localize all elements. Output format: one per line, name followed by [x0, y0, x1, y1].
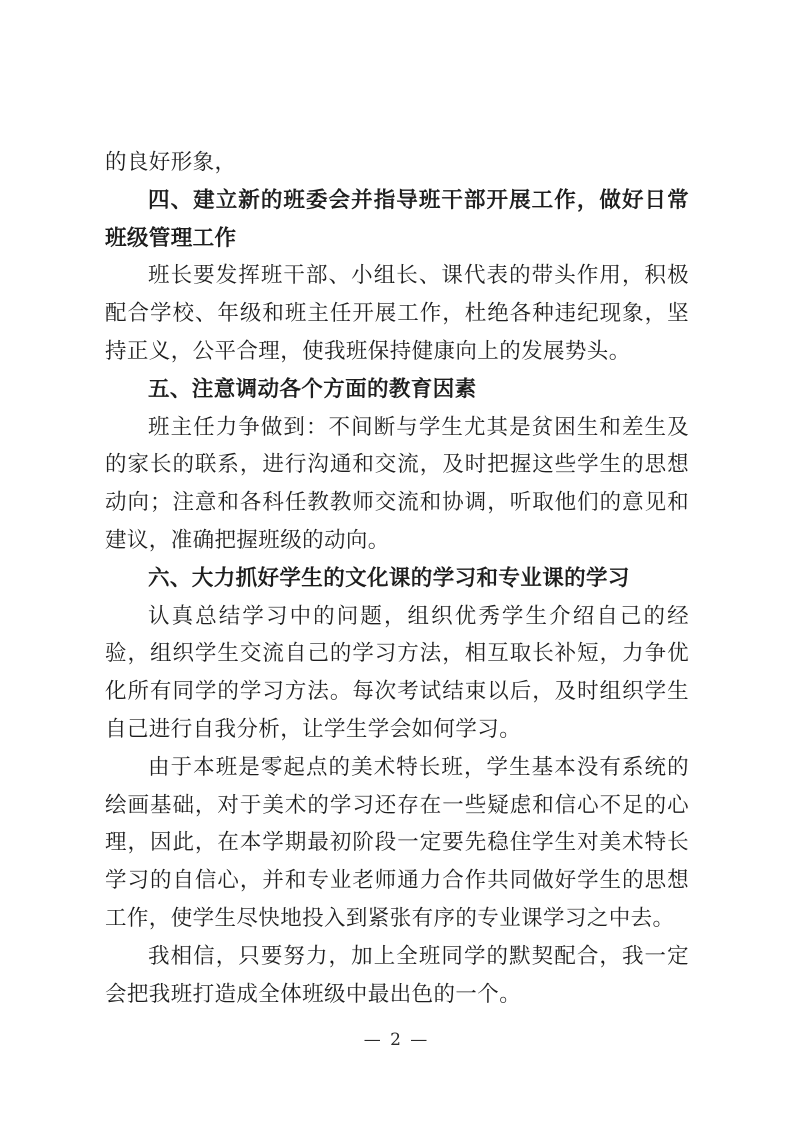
document-content [105, 144, 689, 1013]
paragraph: 班主任力争做到：不间断与学生尤其是贫困生和差生及的家长的联系，进行沟通和交流，及时把握这些学生的思想动向；注意和各科任教教师交流和协调，听取他们的意见和建议，准确把握班级的动向。 [105, 414, 689, 552]
paragraph: 我相信，只要努力，加上全班同学的默契配合，我一定会把我班打造成全体班级中最出色的一个。 [105, 943, 689, 1006]
page-number: — 2 — [363, 1030, 430, 1050]
section-heading-five: 五、注意调动各个方面的教育因素 [148, 376, 477, 401]
section-heading-four: 四、建立新的班委会并指导班干部开展工作，做好日常班级管理工作 [105, 187, 689, 250]
paragraph: 认真总结学习中的问题，组织优秀学生介绍自己的经验，组织学生交流自己的学习方法，相互取长补短，力争优化所有同学的学习方法。每次考试结束以后，及时组织学生自己进行自我分析，让学生学会如何学习。 [105, 603, 689, 741]
page-footer [0, 1030, 793, 1050]
paragraph: 班长要发挥班干部、小组长、课代表的带头作用，积极配合学校、年级和班主任开展工作，杜绝各种违纪现象，坚持正义，公平合理，使我班保持健康向上的发展势头。 [105, 263, 689, 363]
paragraph: 由于本班是零起点的美术特长班，学生基本没有系统的绘画基础，对于美术的学习还存在一些疑虑和信心不足的心理，因此，在本学期最初阶段一定要先稳住学生对美术特长学习的自信心，并和专业老师通力合作共同做好学生的思想工作，使学生尽快地投入到紧张有序的专业课学习之中去。 [105, 754, 689, 930]
section-heading-six: 六、大力抓好学生的文化课的学习和专业课的学习 [148, 565, 630, 590]
paragraph-continuation: 的良好形象， [105, 150, 237, 174]
